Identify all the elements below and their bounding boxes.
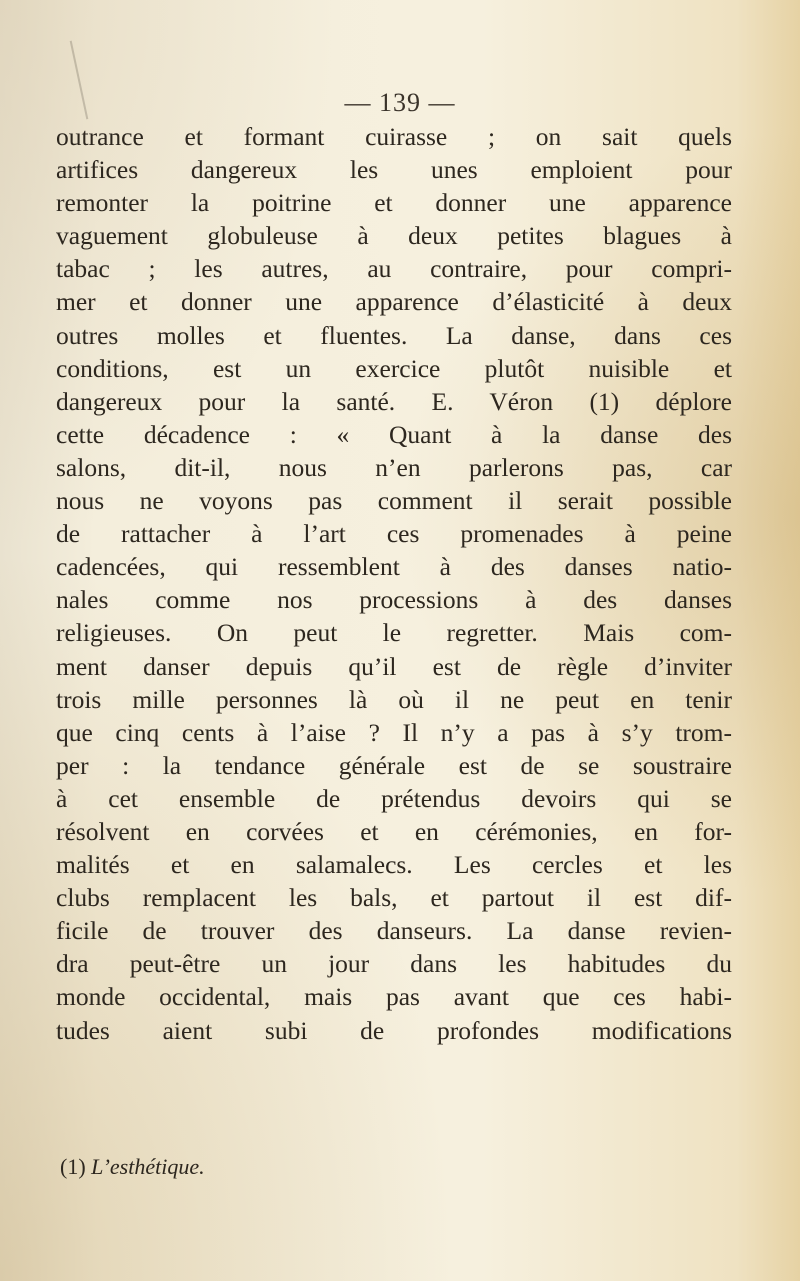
text-line: ment danser depuis qu’il est de règle d’inviter [56, 651, 732, 681]
text-line: mer et donner une apparence d’élasticité à deux [56, 287, 732, 317]
text-line: dra peut-être un jour dans les habitudes du [56, 949, 732, 979]
text-line: résolvent en corvées et en cérémonies, en for- [56, 816, 732, 846]
page-number: — 139 — [344, 88, 456, 117]
text-line: tabac ; les autres, au contraire, pour compri- [56, 254, 732, 284]
text-line: malités et en salamalecs. Les cercles et les [56, 850, 732, 880]
text-line: outres molles et fluentes. La danse, dans ces [56, 320, 732, 350]
text-line: monde occidental, mais pas avant que ces habi- [56, 982, 732, 1012]
text-line: remonter la poitrine et donner une apparence [56, 188, 732, 218]
text-line: outrance et formant cuirasse ; on sait quels [56, 122, 732, 151]
text-line: per : la tendance générale est de se soustraire [56, 750, 732, 780]
text-line: que cinq cents à l’aise ? Il n’y a pas à s’y trom- [56, 717, 732, 747]
text-line: clubs remplacent les bals, et partout il est dif- [56, 883, 732, 913]
text-line: cette décadence : « Quant à la danse des [56, 419, 732, 449]
text-line: nales comme nos processions à des danses [56, 585, 732, 615]
body-text [56, 120, 732, 1047]
text-line: ficile de trouver des danseurs. La danse revien- [56, 916, 732, 946]
text-line: trois mille personnes là où il ne peut en tenir [56, 684, 732, 714]
footnote-marker: (1) [60, 1154, 86, 1179]
text-line: dangereux pour la santé. E. Véron (1) déplore [56, 386, 732, 416]
text-line: de rattacher à l’art ces promenades à peine [56, 519, 732, 549]
text-line: conditions, est un exercice plutôt nuisible et [56, 353, 732, 383]
text-line: vaguement globuleuse à deux petites blagues à [56, 221, 732, 251]
footnote-text: L’esthétique. [91, 1154, 205, 1179]
text-line: salons, dit-il, nous n’en parlerons pas, car [56, 452, 732, 482]
text-line: religieuses. On peut le regretter. Mais com- [56, 618, 732, 648]
text-line: artifices dangereux les unes emploient pour [56, 155, 732, 185]
footnote [60, 1154, 205, 1180]
text-line: cadencées, qui ressemblent à des danses natio- [56, 552, 732, 582]
text-line: tudes aient subi de profondes modifications [56, 1015, 732, 1045]
text-line: à cet ensemble de prétendus devoirs qui se [56, 783, 732, 813]
text-line: nous ne voyons pas comment il serait possible [56, 486, 732, 516]
